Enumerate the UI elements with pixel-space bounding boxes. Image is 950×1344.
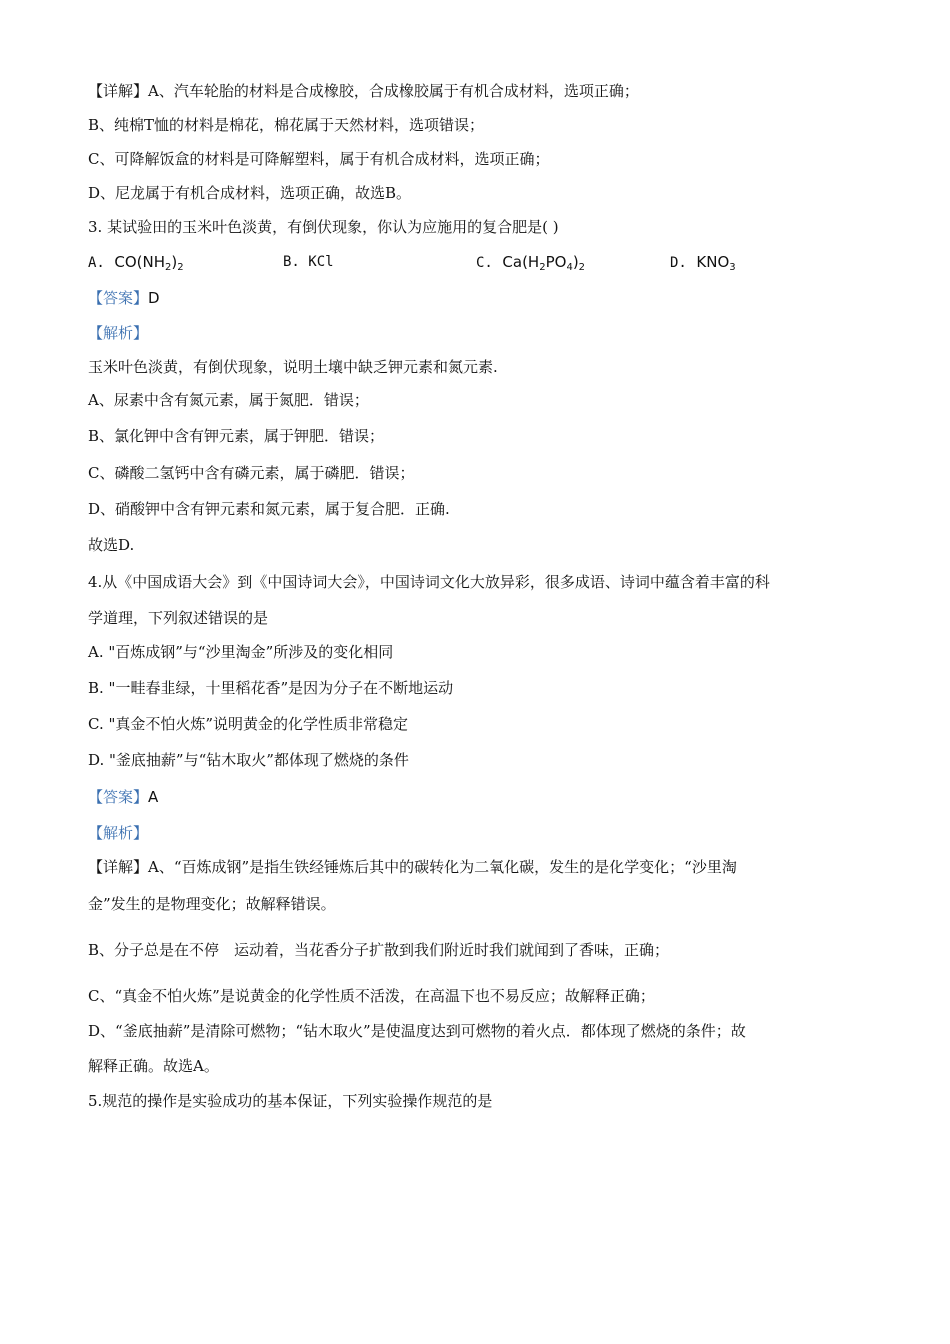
q3-option-d: D. $KNO_3$ — [670, 253, 736, 273]
q4-option-b: B. "一畦春韭绿，十里稻花香”是因为分子在不断地运动 — [88, 679, 454, 697]
analysis-line: 故选D. — [88, 536, 135, 554]
answer-value: A — [148, 788, 159, 806]
q4-analysis-label: 【解析】 — [88, 824, 149, 842]
detail-line: D、尼龙属于有机合成材料，选项正确，故选B。 — [88, 184, 412, 202]
analysis-line: C、磷酸二氢钙中含有磷元素，属于磷肥．错误； — [88, 464, 415, 482]
q3-option-c: C. $Ca(H_2PO_4)_2$ — [476, 253, 586, 273]
detail-line: D、“釜底抽薪”是清除可燃物；“钻木取火”是使温度达到可燃物的着火点．都体现了燃烧的条件；故 — [88, 1022, 746, 1040]
detail-line: B、纯棉T恤的材料是棉花，棉花属于天然材料，选项错误； — [88, 116, 485, 134]
q4-option-c: C. "真金不怕火炼”说明黄金的化学性质非常稳定 — [88, 715, 409, 733]
answer-label: 【答案】 — [88, 289, 149, 307]
question-4-stem-cont: 学道理，下列叙述错误的是 — [88, 609, 269, 627]
detail-line: 【详解】A、“百炼成钢”是指生铁经锤炼后其中的碳转化为二氧化碳，发生的是化学变化；“沙里淘 — [88, 858, 737, 876]
analysis-line: B、氯化钾中含有钾元素，属于钾肥．错误； — [88, 427, 385, 445]
analysis-line: 玉米叶色淡黄，有倒伏现象，说明土壤中缺乏钾元素和氮元素. — [88, 358, 498, 376]
detail-line: B、分子总是在不停 运动着，当花香分子扩散到我们附近时我们就闻到了香味，正确； — [88, 941, 670, 959]
q3-answer — [88, 288, 160, 308]
detail-line: C、“真金不怕火炼”是说黄金的化学性质不活泼，在高温下也不易反应；故解释正确； — [88, 987, 655, 1005]
analysis-line: D、硝酸钾中含有钾元素和氮元素，属于复合肥．正确. — [88, 500, 450, 518]
answer-value: D — [148, 289, 160, 307]
q3-analysis-label: 【解析】 — [88, 324, 149, 342]
q4-option-a: A. "百炼成钢”与“沙里淘金”所涉及的变化相同 — [88, 643, 394, 661]
answer-label: 【答案】 — [88, 788, 149, 806]
q3-option-b: B. KCl — [283, 254, 334, 270]
detail-line: 【详解】A、汽车轮胎的材料是合成橡胶，合成橡胶属于有机合成材料，选项正确； — [88, 82, 639, 100]
question-4-stem: 4.从《中国成语大会》到《中国诗词大会》，中国诗词文化大放异彩，很多成语、诗词中蕴含着丰富的科 — [88, 573, 770, 591]
q4-option-d: D. "釜底抽薪”与“钻木取火”都体现了燃烧的条件 — [88, 751, 409, 769]
detail-line: 解释正确。故选A。 — [88, 1057, 219, 1075]
question-3-stem: 3. 某试验田的玉米叶色淡黄，有倒伏现象，你认为应施用的复合肥是( ) — [88, 218, 559, 236]
analysis-line: A、尿素中含有氮元素，属于氮肥．错误； — [88, 391, 369, 409]
detail-line: C、可降解饭盒的材料是可降解塑料，属于有机合成材料，选项正确； — [88, 150, 550, 168]
detail-line: 金”发生的是物理变化；故解释错误。 — [88, 895, 336, 913]
q4-answer — [88, 787, 158, 807]
q3-option-a: A. $CO(NH_2)_2$ — [88, 253, 184, 273]
question-5-stem: 5.规范的操作是实验成功的基本保证，下列实验操作规范的是 — [88, 1092, 493, 1110]
